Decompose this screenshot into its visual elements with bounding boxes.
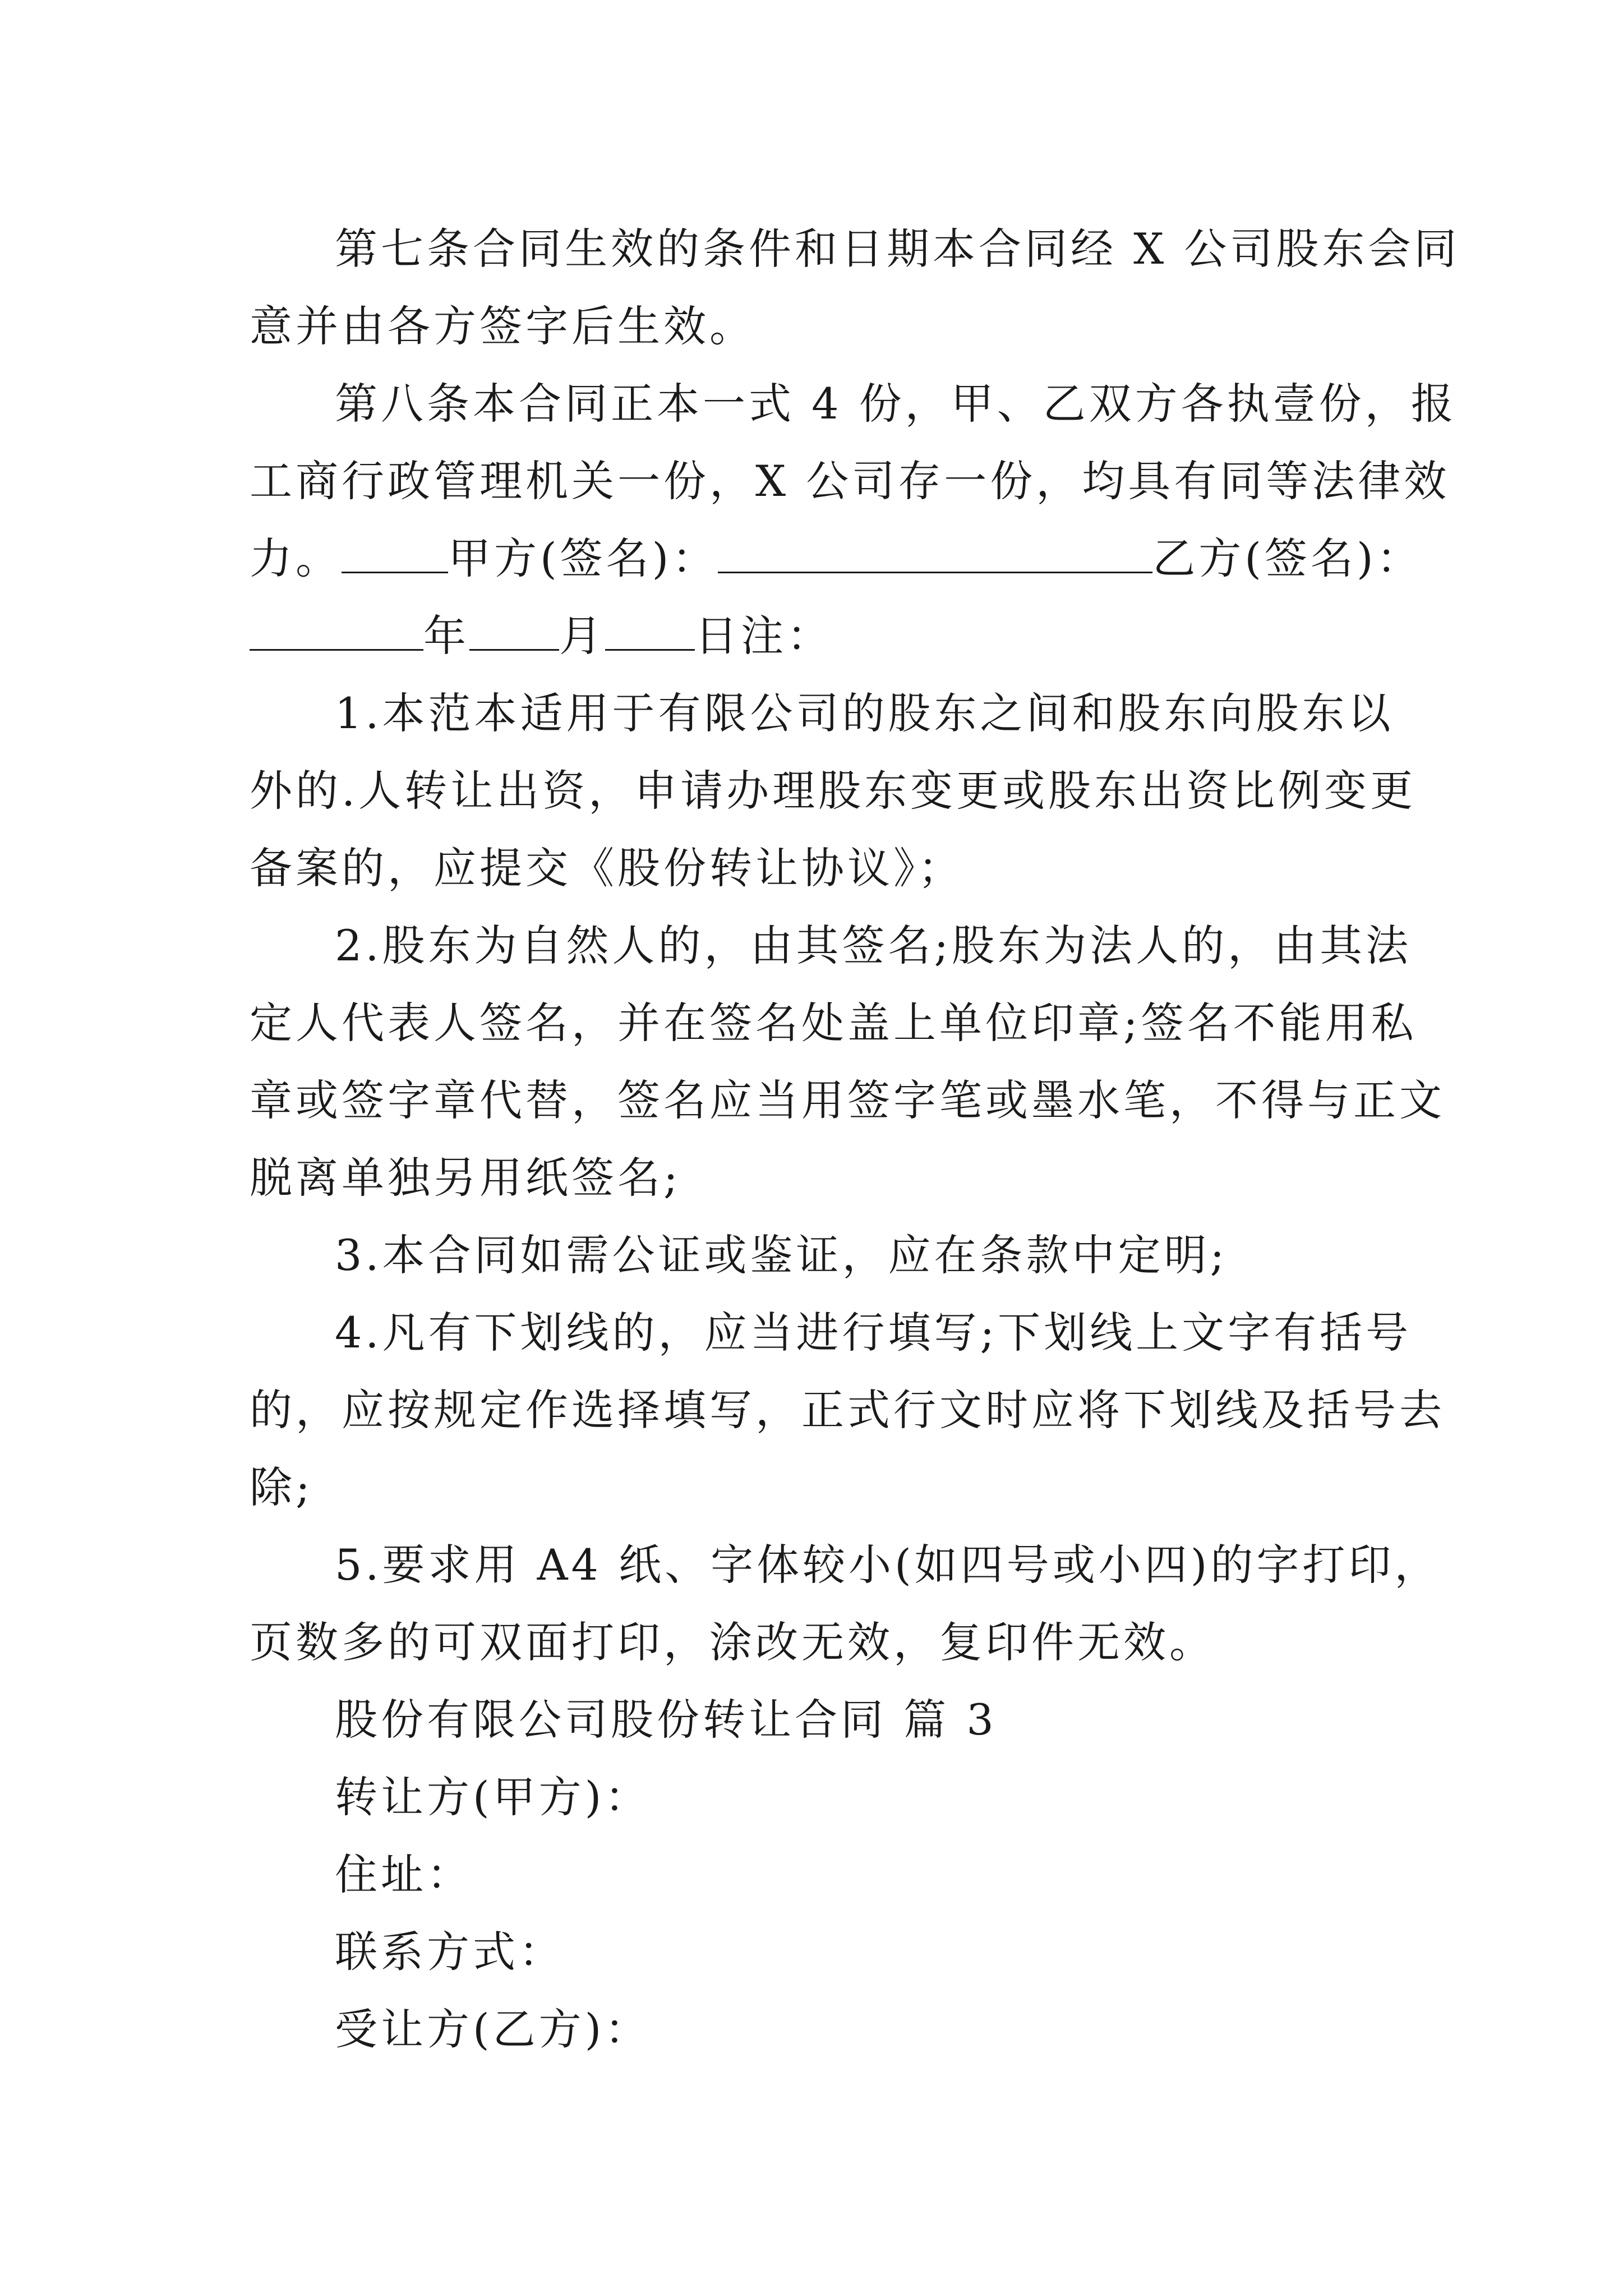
contact-label: 联系方式： (335, 1927, 565, 1977)
note-4 (250, 1294, 1445, 1526)
note-2 (250, 907, 1445, 1217)
text-line: 的，应按规定作选择填写，正式行文时应将下划线及括号去 (250, 1385, 1445, 1435)
section-3-title (250, 1681, 1377, 1759)
year-blank-underline (250, 612, 423, 651)
transferor-field (250, 1759, 1377, 1836)
section-heading: 股份有限公司股份转让合同 篇 3 (335, 1695, 997, 1745)
text-fragment: 力。 (250, 533, 342, 583)
text-line: 外的.人转让出资，申请办理股东变更或股东出资比例变更 (250, 766, 1417, 816)
transferor-label: 转让方(甲方)： (335, 1772, 651, 1822)
article-8 (250, 365, 1457, 675)
address-field (250, 1836, 1377, 1913)
year-label: 年 (423, 611, 469, 661)
note-3 (250, 1217, 1377, 1294)
day-note-label: 日注： (695, 611, 833, 661)
text-line: 1.本范本适用于有限公司的股东之间和股东向股东以 (335, 688, 1394, 738)
transferee-label: 受让方(乙方)： (335, 2004, 651, 2054)
text-line: 页数多的可双面打印，涂改无效，复印件无效。 (250, 1617, 1215, 1667)
text-line: 3.本合同如需公证或鉴证，应在条款中定明; (335, 1230, 1228, 1280)
party-b-signature-label: 乙方(签名)： (1152, 533, 1423, 583)
text-line: 4.凡有下划线的，应当进行填写;下划线上文字有括号 (335, 1308, 1412, 1358)
text-line: 第七条合同生效的条件和日期本合同经 X 公司股东会同 (335, 224, 1460, 274)
date-line (250, 597, 1377, 675)
note-1 (250, 675, 1417, 907)
text-line: 除; (250, 1462, 313, 1512)
party-a-signature-label: 甲方(签名)： (448, 533, 718, 583)
text-line: 定人代表人签名，并在签名处盖上单位印章;签名不能用私 (250, 998, 1417, 1048)
note-5 (250, 1526, 1441, 1681)
text-line: 章或签字章代替，签名应当用签字笔或墨水笔，不得与正文 (250, 1075, 1445, 1125)
article-7 (250, 210, 1460, 365)
text-line: 5.要求用 A4 纸、字体较小(如四号或小四)的字打印， (335, 1540, 1441, 1590)
text-line: 备案的，应提交《股份转让协议》； (250, 843, 964, 893)
transferee-field (250, 1991, 1377, 2068)
signature-line (250, 520, 1423, 597)
text-line: 意并由各方签字后生效。 (250, 301, 755, 351)
text-line: 脱离单独另用纸签名; (250, 1153, 681, 1203)
month-blank-underline (469, 612, 559, 651)
address-label: 住址： (335, 1849, 473, 1899)
month-label: 月 (559, 611, 605, 661)
contact-field (250, 1913, 1377, 1991)
blank-underline (718, 535, 1152, 573)
text-line: 工商行政管理机关一份，X 公司存一份，均具有同等法律效 (250, 456, 1450, 506)
document-body (250, 210, 1460, 2068)
text-line: 2.股东为自然人的，由其签名;股东为法人的，由其法 (335, 921, 1412, 970)
day-blank-underline (605, 612, 695, 651)
blank-underline (342, 535, 448, 573)
text-line: 第八条本合同正本一式 4 份，甲、乙双方各执壹份，报 (335, 379, 1457, 429)
